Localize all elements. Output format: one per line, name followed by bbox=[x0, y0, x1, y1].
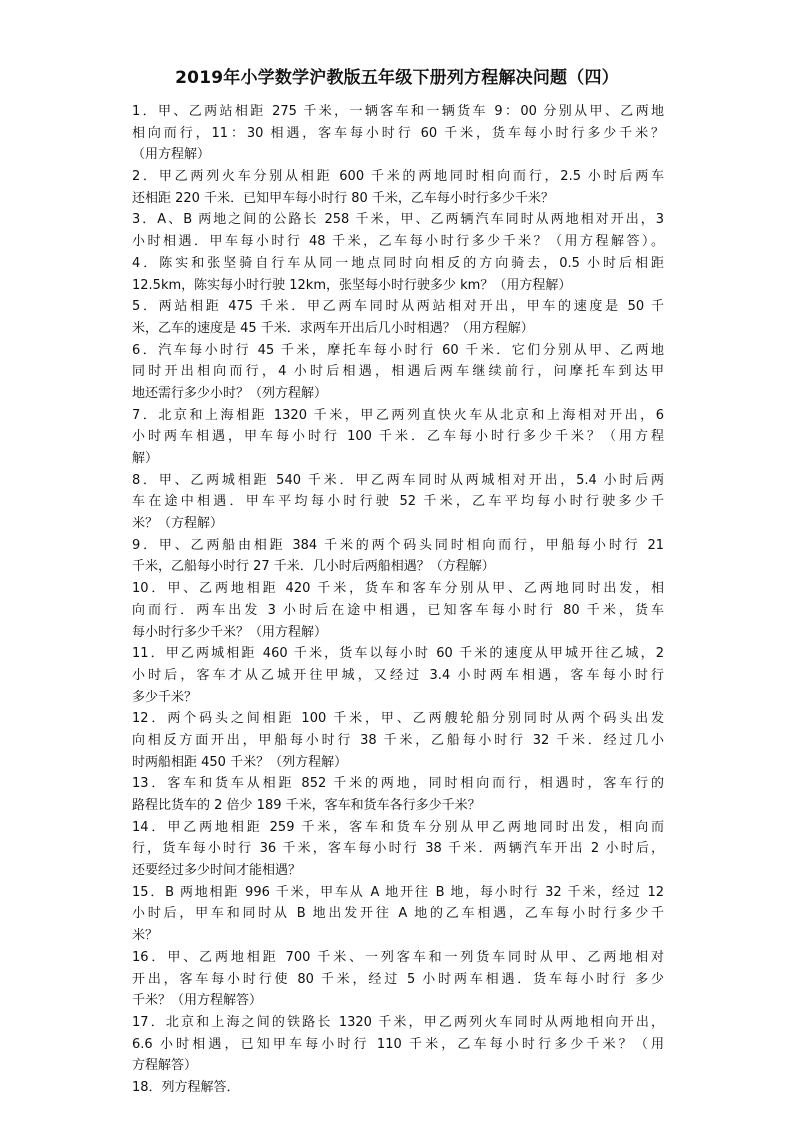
text-line: 米，乙车的速度是 45 千米．求两车开出后几小时相遇？（用方程解） bbox=[132, 320, 534, 336]
text-line: 开出，客车每小时行使 80 千米，经过 5 小时两车相遇．货车每小时行 多少 bbox=[132, 971, 664, 987]
text-line: 13．客车和货车从相距 852 千米的两地，同时相向而行，相遇时，客车行的 bbox=[132, 776, 664, 792]
text-line: 向相反方面开出，甲船每小时行 38 千米，乙船每小时行 32 千米．经过几小 bbox=[132, 732, 664, 748]
text-line: 多少千米？ bbox=[132, 689, 198, 705]
text-line: 小时后，甲车和同时从 B 地出发开往 A 地的乙车相遇，乙车每小时行多少千 bbox=[132, 906, 664, 922]
text-line: 4．陈实和张坚骑自行车从同一地点同时向相反的方向骑去，0.5 小时后相距 bbox=[132, 255, 664, 271]
text-line: 路程比货车的 2 倍少 189 千米，客车和货车各行多少千米？ bbox=[132, 798, 481, 813]
text-line: 12．两个码头之间相距 100 千米，甲、乙两艘轮船分别同时从两个码头出发 bbox=[132, 711, 664, 727]
text-line: 10．甲、乙两地相距 420 千米，货车和客车分别从甲、乙两地同时出发，相 bbox=[132, 581, 664, 597]
text-line: 小时两车相遇，甲车每小时行 100 千米．乙车每小时行多少千米？（用方程 bbox=[132, 429, 664, 445]
text-line: 18．列方程解答． bbox=[132, 1079, 240, 1095]
text-line: 方程解答） bbox=[132, 1058, 198, 1074]
text-line: 1．甲、乙两站相距 275 千米，一辆客车和一辆货车 9：00 分别从甲、乙两地 bbox=[132, 104, 664, 119]
text-line: 每小时行多少千米？（用方程解） bbox=[132, 624, 328, 640]
text-line: 地还需行多少小时？（列方程解） bbox=[132, 385, 328, 401]
text-line: 米？ bbox=[132, 928, 159, 944]
text-line: 17．北京和上海之间的铁路长 1320 千米，甲乙两列火车同时从两地相向开出， bbox=[132, 1014, 664, 1030]
text-line: 7．北京和上海相距 1320 千米，甲乙两列直快火车从北京和上海相对开出，6 bbox=[132, 407, 664, 423]
problem-list bbox=[132, 101, 664, 1099]
text-line: 15．B 两地相距 996 千米，甲车从 A 地开往 B 地，每小时行 32 千米，经过 12 bbox=[132, 884, 664, 900]
text-line: 6．汽车每小时行 45 千米，摩托车每小时行 60 千米．它们分别从甲、乙两地 bbox=[132, 342, 664, 358]
text-line: 小时后，客车才从乙城开往甲城，又经过 3.4 小时两车相遇，客车每小时行 bbox=[132, 667, 664, 683]
text-line: 千米？（用方程解答） bbox=[132, 993, 263, 1009]
text-line: （用方程解） bbox=[132, 147, 211, 163]
text-line: 2．甲乙两列火车分别从相距 600 千米的两地同时相向而行，2.5 小时后两车 bbox=[132, 169, 664, 185]
document-title: 2019年小学数学沪教版五年级下册列方程解决问题（四） bbox=[175, 68, 619, 88]
text-line: 12.5km，陈实每小时行驶 12km，张坚每小时行驶多少 km？（用方程解） bbox=[132, 277, 572, 293]
text-line: 16．甲、乙两地相距 700 千米、一列客车和一列货车同时从甲、乙两地相对 bbox=[132, 949, 664, 965]
text-line: 小时相遇．甲车每小时行 48 千米，乙车每小时行多少千米？（用方程解答）。 bbox=[132, 234, 664, 250]
text-line: 车在途中相遇．甲车平均每小时行驶 52 千米，乙车平均每小时行驶多少千 bbox=[132, 494, 664, 510]
text-line: 11．甲乙两城相距 460 千米，货车以每小时 60 千米的速度从甲城开往乙城，2 bbox=[132, 646, 664, 662]
text-line: 行，货车每小时行 36 千米，客车每小时行 38 千米．两辆汽车开出 2 小时后， bbox=[132, 841, 664, 857]
text-line: 8．甲、乙两城相距 540 千米．甲乙两车同时从两城相对开出，5.4 小时后两 bbox=[132, 472, 664, 488]
text-line: 时两船相距 450 千米？（列方程解） bbox=[132, 754, 348, 770]
text-line: 相向而行，11：30 相遇，客车每小时行 60 千米，货车每小时行多少千米？ bbox=[132, 125, 664, 141]
text-line: 解） bbox=[132, 451, 159, 466]
text-line: 6.6 小时相遇，已知甲车每小时行 110 千米，乙车每小时行多少千米？（用 bbox=[132, 1036, 664, 1052]
text-line: 千米，乙船每小时行 27 千米．几小时后两船相遇？（方程解） bbox=[132, 559, 495, 575]
text-line: 米？（方程解） bbox=[132, 516, 224, 532]
text-line: 还要经过多少时间才能相遇？ bbox=[132, 863, 302, 879]
text-line: 5．两站相距 475 千米．甲乙两车同时从两站相对开出，甲车的速度是 50 千 bbox=[132, 299, 664, 315]
text-line: 14．甲乙两地相距 259 千米，客车和货车分别从甲乙两地同时出发，相向而 bbox=[132, 819, 664, 835]
text-line: 9．甲、乙两船由相距 384 千米的两个码头同时相向而行，甲船每小时行 21 bbox=[132, 537, 664, 553]
text-line: 同时开出相向而行，4 小时后相遇，相遇后两车继续前行，问摩托车到达甲 bbox=[132, 364, 664, 380]
text-line: 3．A、B 两地之间的公路长 258 千米，甲、乙两辆汽车同时从两地相对开出，3 bbox=[132, 212, 664, 228]
text-line: 还相距 220 千米．已知甲车每小时行 80 千米，乙车每小时行多少千米？ bbox=[132, 190, 554, 206]
text-line: 向而行．两车出发 3 小时后在途中相遇，已知客车每小时行 80 千米，货车 bbox=[132, 602, 664, 618]
